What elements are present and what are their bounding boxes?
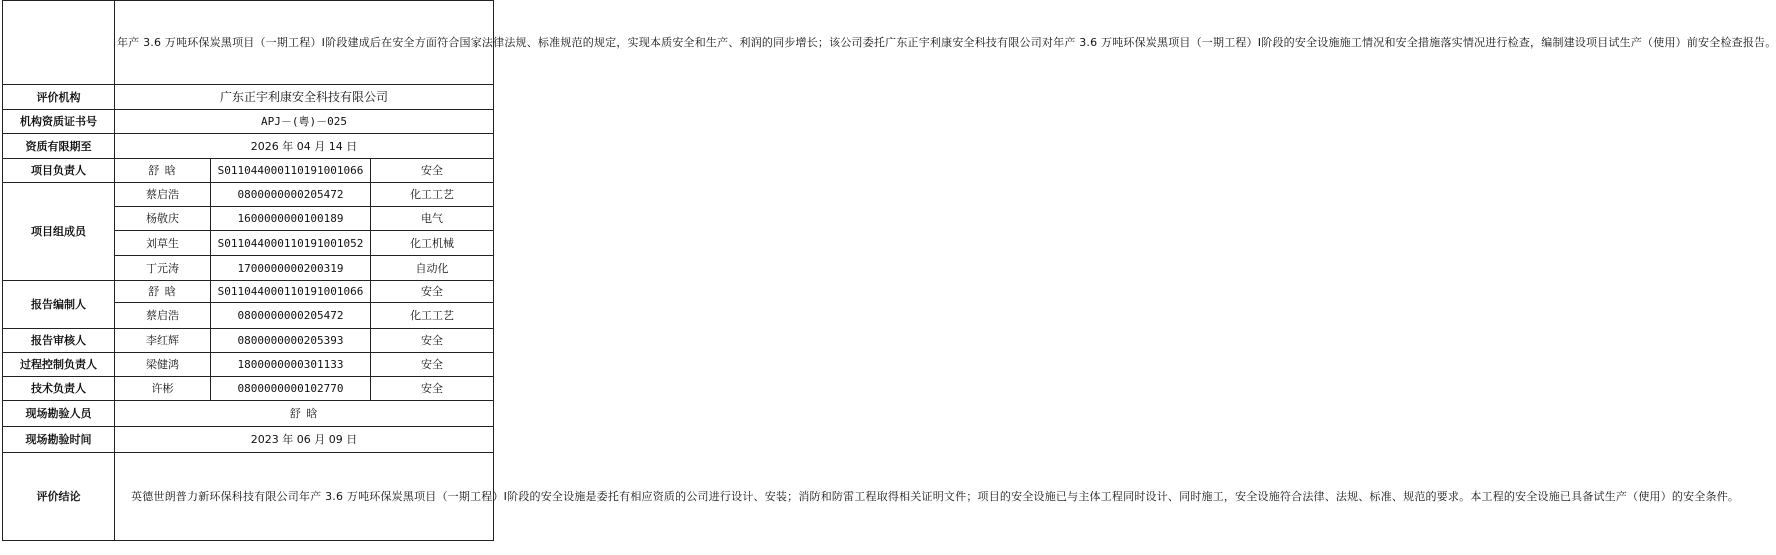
process-cert: 1800000000301133 xyxy=(211,353,371,377)
conclusion-text: 英德世朗普力新环保科技有限公司年产 3.6 万吨环保炭黑项目（一期工程）Ⅰ阶段的安全设施是委托有相应资质的公司进行设计、安装；消防和防雷工程取得相关证明文件；项目的安全设施已与主体工程同时设计、同时施工，安全设施符合法律、法规、标准、规范的要求。本工程的安全设施已具备试生产（使用）的安全条件。 xyxy=(131,490,1740,503)
site-person-label: 现场勘验人员 xyxy=(3,401,115,427)
reviewer-name: 李红辉 xyxy=(115,329,211,353)
conclusion-row xyxy=(3,453,494,541)
site-person-row xyxy=(3,401,494,427)
team-member-field: 电气 xyxy=(371,207,494,231)
writer-name: 蔡启浩 xyxy=(115,303,211,329)
process-label: 过程控制负责人 xyxy=(3,353,115,377)
team-member-field: 自动化 xyxy=(371,256,494,281)
team-member-name: 刘草生 xyxy=(115,231,211,256)
writer-name: 舒 晗 xyxy=(115,281,211,303)
writer-cert: S011044000110191001066 xyxy=(211,281,371,303)
writer-row xyxy=(3,281,494,303)
leader-field: 安全 xyxy=(371,159,494,183)
team-member-field: 化工工艺 xyxy=(371,183,494,207)
team-member-name: 丁元涛 xyxy=(115,256,211,281)
team-member-cert: S011044000110191001052 xyxy=(211,231,371,256)
report-table xyxy=(2,0,1776,541)
cert-label: 机构资质证书号 xyxy=(3,110,115,134)
process-row xyxy=(3,353,494,377)
team-member-name: 蔡启浩 xyxy=(115,183,211,207)
validity-row xyxy=(3,134,494,159)
intro-label-cell xyxy=(3,1,115,85)
reviewer-label: 报告审核人 xyxy=(3,329,115,353)
process-field: 安全 xyxy=(371,353,494,377)
writer-field: 安全 xyxy=(371,281,494,303)
conclusion-paragraph xyxy=(115,453,1740,541)
intro-row xyxy=(3,1,494,85)
reviewer-field: 安全 xyxy=(371,329,494,353)
writer-field: 化工工艺 xyxy=(371,303,494,329)
team-member-field: 化工机械 xyxy=(371,231,494,256)
conclusion-label: 评价结论 xyxy=(3,453,115,541)
tech-label: 技术负责人 xyxy=(3,377,115,401)
site-time-label: 现场勘验时间 xyxy=(3,427,115,453)
site-time-value: 2023 年 06 月 09 日 xyxy=(115,427,494,453)
team-member-cert: 1600000000100189 xyxy=(211,207,371,231)
cert-row xyxy=(3,110,494,134)
org-row xyxy=(3,85,494,110)
team-member-cert: 1700000000200319 xyxy=(211,256,371,281)
leader-row xyxy=(3,159,494,183)
writer-cert: 0800000000205472 xyxy=(211,303,371,329)
intro-paragraph: 年产 3.6 万吨环保炭黑项目（一期工程）Ⅰ阶段建成后在安全方面符合国家法律法规、标准规范的规定，实现本质安全和生产、利润的同步增长；该公司委托广东正宇利康安全科技有限公司对年产 3.6 万吨环保炭黑项目（一期工程）Ⅰ阶段的安全设施施工情况和安全措施落实情况进行检查，编制建设项目试生产（使用）前安全检查报告。 xyxy=(115,1,494,85)
tech-name: 许彬 xyxy=(115,377,211,401)
process-name: 梁健鸿 xyxy=(115,353,211,377)
tech-cert: 0800000000102770 xyxy=(211,377,371,401)
team-label: 项目组成员 xyxy=(3,183,115,281)
cert-value: APJ－(粤)－025 xyxy=(115,110,494,134)
site-time-row xyxy=(3,427,494,453)
site-person-value: 舒 晗 xyxy=(115,401,494,427)
leader-name: 舒 晗 xyxy=(115,159,211,183)
org-value: 广东正宇利康安全科技有限公司 xyxy=(115,85,494,110)
team-member-cert: 0800000000205472 xyxy=(211,183,371,207)
tech-field: 安全 xyxy=(371,377,494,401)
org-label: 评价机构 xyxy=(3,85,115,110)
reviewer-row xyxy=(3,329,494,353)
validity-label: 资质有限期至 xyxy=(3,134,115,159)
leader-cert: S011044000110191001066 xyxy=(211,159,371,183)
team-row xyxy=(3,183,494,207)
leader-label: 项目负责人 xyxy=(3,159,115,183)
tech-row xyxy=(3,377,494,401)
validity-value: 2026 年 04 月 14 日 xyxy=(115,134,494,159)
reviewer-cert: 0800000000205393 xyxy=(211,329,371,353)
writers-label: 报告编制人 xyxy=(3,281,115,329)
team-member-name: 杨敬庆 xyxy=(115,207,211,231)
